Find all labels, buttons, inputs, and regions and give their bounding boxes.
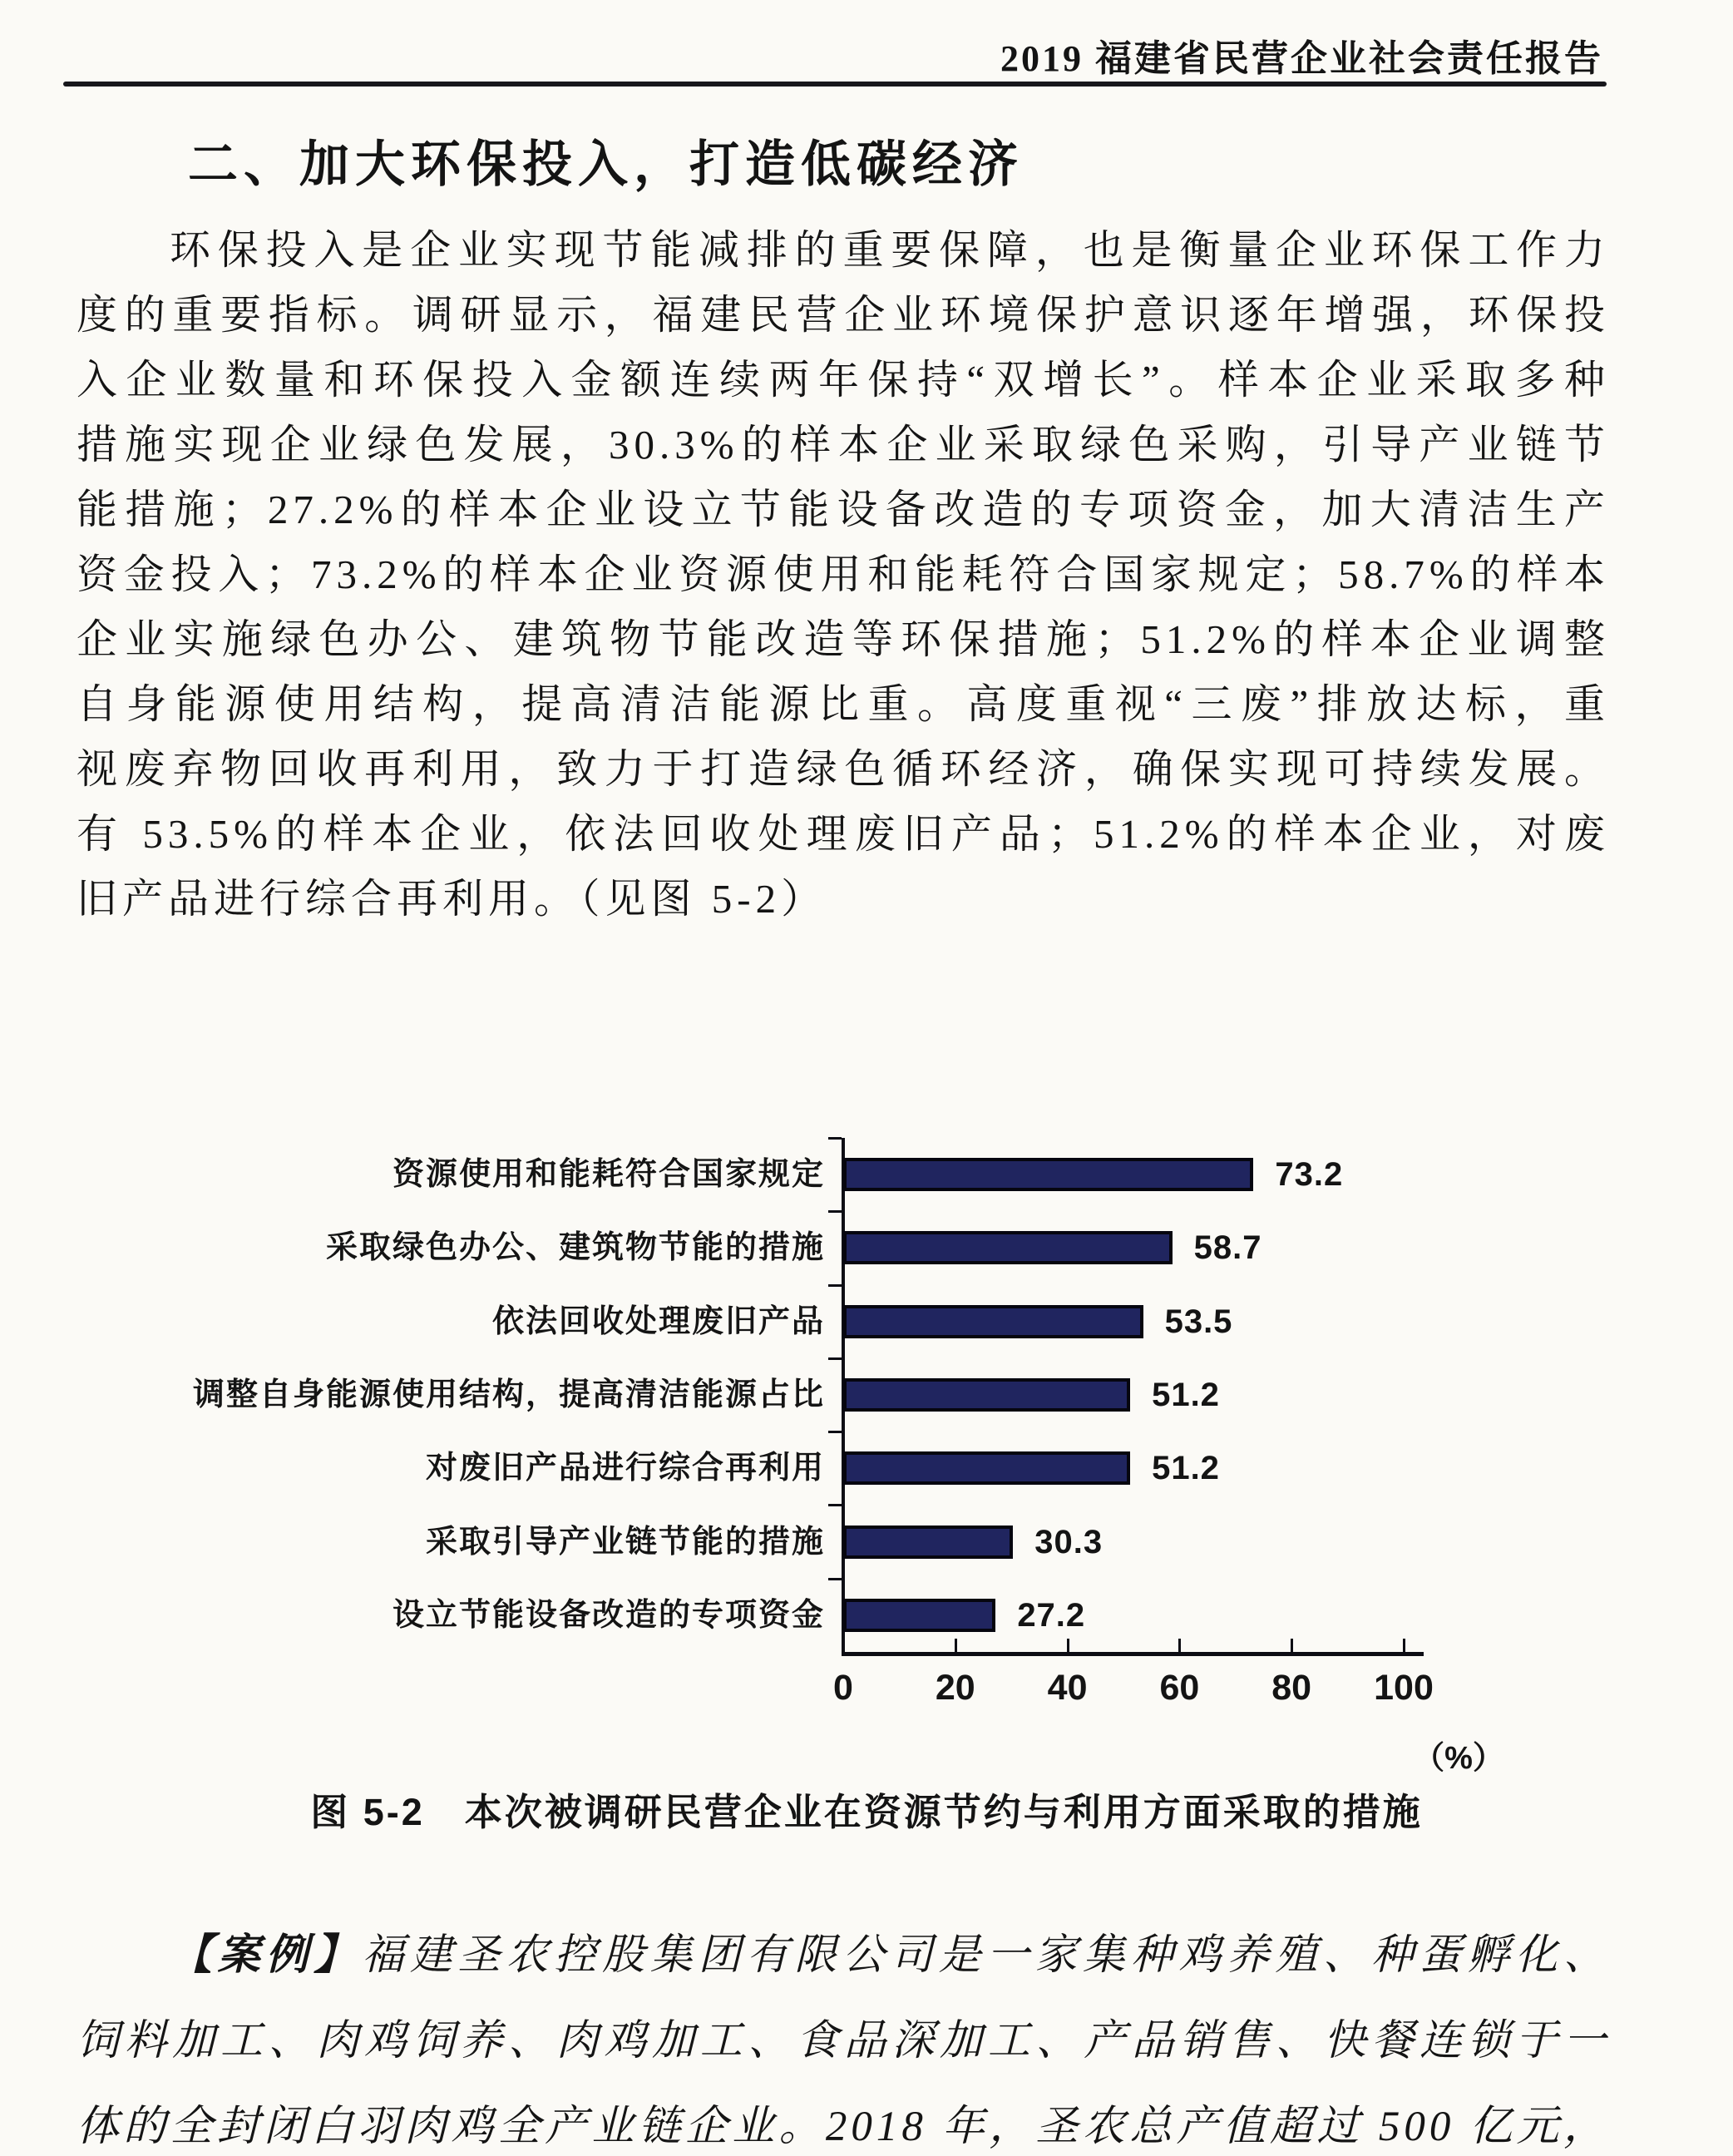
x-axis-tick (955, 1639, 957, 1652)
y-axis-tick (828, 1284, 842, 1287)
x-axis-tick (1403, 1639, 1405, 1652)
case-line: 饲料加工、肉鸡饲养、肉鸡加工、食品深加工、产品销售、快餐连锁于一 (77, 2018, 1610, 2065)
bar-value-label: 58.7 (1193, 1229, 1262, 1267)
bar (843, 1231, 1173, 1264)
category-label: 对废旧产品进行综合再利用 (425, 1451, 825, 1486)
body-paragraph (77, 218, 1610, 932)
y-axis-tick (828, 1504, 842, 1506)
paragraph-line: 能措施；27.2%的样本企业设立节能设备改造的专项资金，加大清洁生产 (77, 487, 1610, 532)
paragraph-line: 环保投入是企业实现节能减排的重要保障，也是衡量企业环保工作力 (170, 227, 1610, 273)
x-tick-label: 100 (1374, 1668, 1434, 1708)
header-rule (63, 82, 1607, 87)
category-label: 设立节能设备改造的专项资金 (392, 1597, 825, 1633)
bar (843, 1526, 1013, 1559)
paragraph-line: 旧产品进行综合再利用。（见图 5-2） (77, 876, 827, 922)
case-line: 体的全封闭白羽肉鸡全产业链企业。2018 年，圣农总产值超过 500 亿元， (77, 2104, 1610, 2150)
paragraph-line: 企业实施绿色办公、建筑物节能改造等环保措施；51.2%的样本企业调整 (77, 616, 1610, 662)
category-label: 调整自身能源使用结构，提高清洁能源占比 (192, 1377, 825, 1412)
x-tick-label: 80 (1271, 1668, 1312, 1708)
paragraph-line: 资金投入；73.2%的样本企业资源使用和能耗符合国家规定；58.7%的样本 (77, 551, 1610, 597)
bar-value-label: 30.3 (1034, 1523, 1103, 1560)
paragraph-line: 度的重要指标。调研显示，福建民营企业环境保护意识逐年增强，环保投 (77, 292, 1610, 338)
bar (843, 1158, 1253, 1191)
bar (843, 1599, 995, 1632)
x-tick-label: 40 (1047, 1668, 1088, 1708)
bar (843, 1378, 1130, 1412)
case-paragraph (77, 1913, 1610, 2156)
bar (843, 1451, 1130, 1485)
x-axis-unit-label: （%） (1413, 1741, 1504, 1776)
y-axis-tick (828, 1431, 842, 1433)
case-line-text: 福建圣农控股集团有限公司是一家集种鸡养殖、种蛋孵化、 (362, 1932, 1610, 1979)
bar-value-label: 51.2 (1152, 1450, 1220, 1487)
y-axis-tick (828, 1210, 842, 1213)
x-tick-label: 0 (833, 1668, 853, 1708)
paragraph-line: 有 53.5%的样本企业，依法回收处理废旧产品；51.2%的样本企业，对废 (77, 811, 1610, 857)
x-axis-tick (1178, 1639, 1181, 1652)
x-tick-label: 60 (1159, 1668, 1200, 1708)
paragraph-line: 自身能源使用结构，提高清洁能源比重。高度重视“三废”排放达标，重 (77, 681, 1610, 727)
page-header (1000, 28, 1603, 82)
category-label: 资源使用和能耗符合国家规定 (392, 1157, 825, 1193)
bar-value-label: 51.2 (1152, 1377, 1220, 1413)
y-axis-tick (828, 1357, 842, 1360)
section-heading: 二、加大环保投入，打造低碳经济 (188, 136, 1024, 192)
case-line (77, 1913, 1610, 1999)
y-axis-tick (828, 1578, 842, 1580)
x-axis-tick (1291, 1639, 1293, 1652)
x-tick-label: 20 (935, 1668, 975, 1708)
y-axis-tick (828, 1137, 842, 1140)
bar-value-label: 27.2 (1017, 1596, 1086, 1634)
x-axis-tick (1067, 1639, 1069, 1652)
case-label: 【案例】 (170, 1932, 363, 1979)
category-label: 依法回收处理废旧产品 (491, 1303, 825, 1339)
paragraph-line: 措施实现企业绿色发展，30.3%的样本企业采取绿色采购，引导产业链节 (77, 422, 1610, 467)
bar-value-label: 73.2 (1275, 1156, 1344, 1194)
category-label: 采取引导产业链节能的措施 (425, 1524, 825, 1560)
bar (843, 1305, 1143, 1338)
category-label: 采取绿色办公、建筑物节能的措施 (325, 1230, 825, 1266)
header-report-title: 2019 福建省民营企业社会责任报告 (1000, 38, 1603, 79)
figure-5-2-chart (0, 1115, 1733, 1813)
paragraph-line: 视废弃物回收再利用，致力于打造绿色循环经济，确保实现可持续发展。 (77, 746, 1610, 792)
bar-value-label: 53.5 (1164, 1303, 1233, 1340)
paragraph-line: 入企业数量和环保投入金额连续两年保持“双增长”。样本企业采取多种 (77, 357, 1610, 403)
figure-caption: 图 5-2 本次被调研民营企业在资源节约与利用方面采取的措施 (310, 1791, 1423, 1833)
x-axis-line (842, 1652, 1424, 1656)
